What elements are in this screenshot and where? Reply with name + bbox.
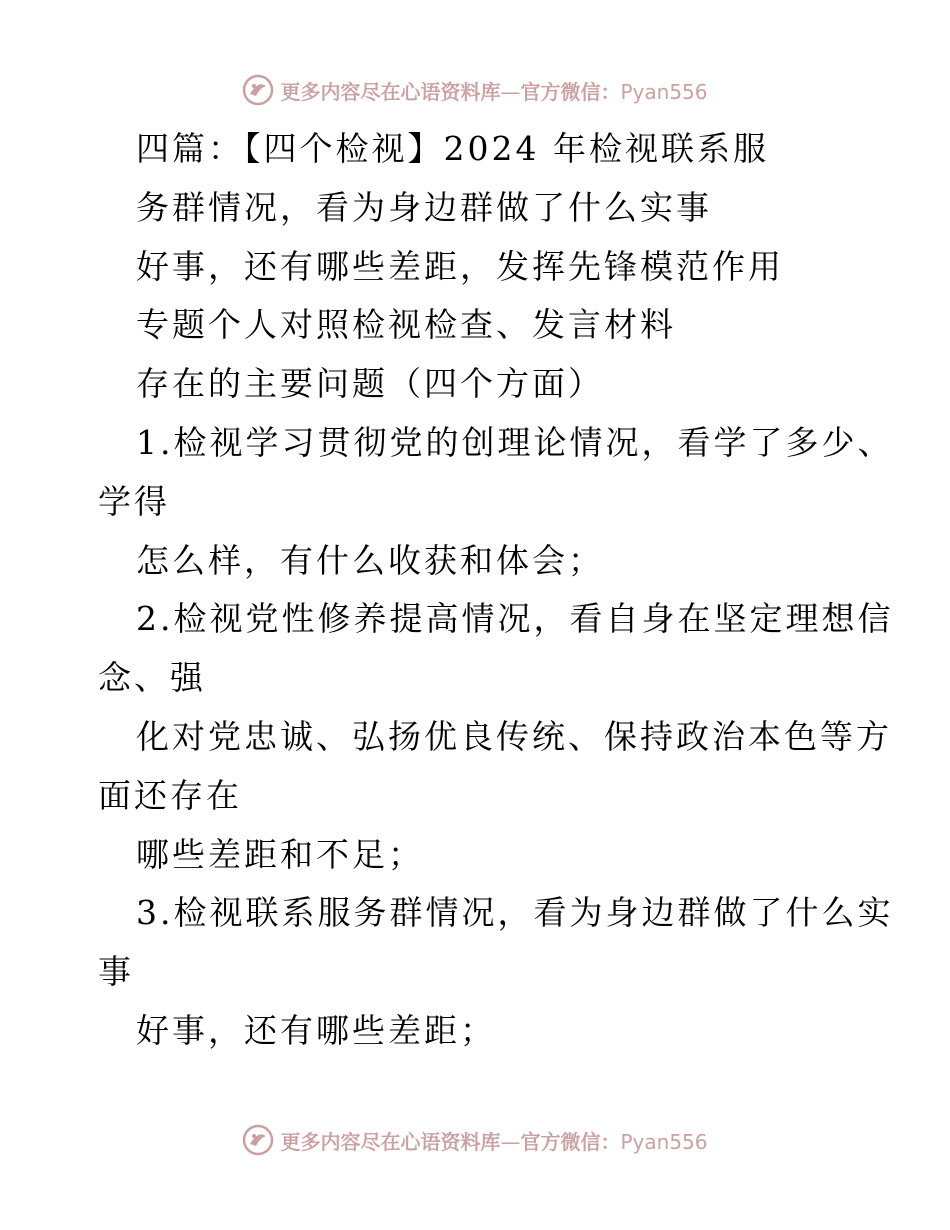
banner-wechat-label: 官方微信： [520,79,621,104]
text-line: 2.检视党性修养提高情况，看自身在坚定理想信 [136,599,894,639]
text-line: 1.检视学习贯彻党的创理论情况，看学了多少、 [136,422,894,462]
banner-wechat-label: 官方微信： [520,1129,621,1154]
text-line: 面还存在 [98,775,242,815]
text-line: 化对党忠诚、弘扬优良传统、保持政治本色等方 [136,716,892,756]
banner-wechat-id: Pyan556 [620,1129,708,1154]
text-line: 学得 [98,481,170,521]
banner-dash: — [500,79,521,104]
document-body [98,120,894,1061]
footer-banner [0,1120,950,1160]
text-line: 好事，还有哪些差距； [136,1010,496,1050]
text-line: 怎么样，有什么收获和体会； [136,540,604,580]
banner-site-text: 更多内容尽在心语资料库 [280,1129,501,1154]
text-line: 哪些差距和不足； [136,834,424,874]
shell-emblem-icon [242,74,274,106]
text-line: 存在的主要问题（四个方面） [136,364,604,404]
banner-dash: — [500,1129,521,1154]
text-line: 四篇：【四个检视】2024 年检视联系服 [136,129,769,168]
text-line: 事 [98,952,134,992]
text-line: 3.检视联系服务群情况，看为身边群做了什么实 [136,893,894,933]
text-line: 念、强 [98,658,206,698]
banner-site-text: 更多内容尽在心语资料库 [280,79,501,104]
banner-text [280,1126,707,1155]
header-banner [0,70,950,110]
text-line: 专题个人对照检视检查、发言材料 [136,305,676,345]
banner-text [280,76,707,105]
banner-wechat-id: Pyan556 [620,79,708,104]
shell-emblem-icon [242,1124,274,1156]
text-line: 务群情况，看为身边群做了什么实事 [136,187,712,227]
text-line: 好事，还有哪些差距，发挥先锋模范作用 [136,246,784,286]
